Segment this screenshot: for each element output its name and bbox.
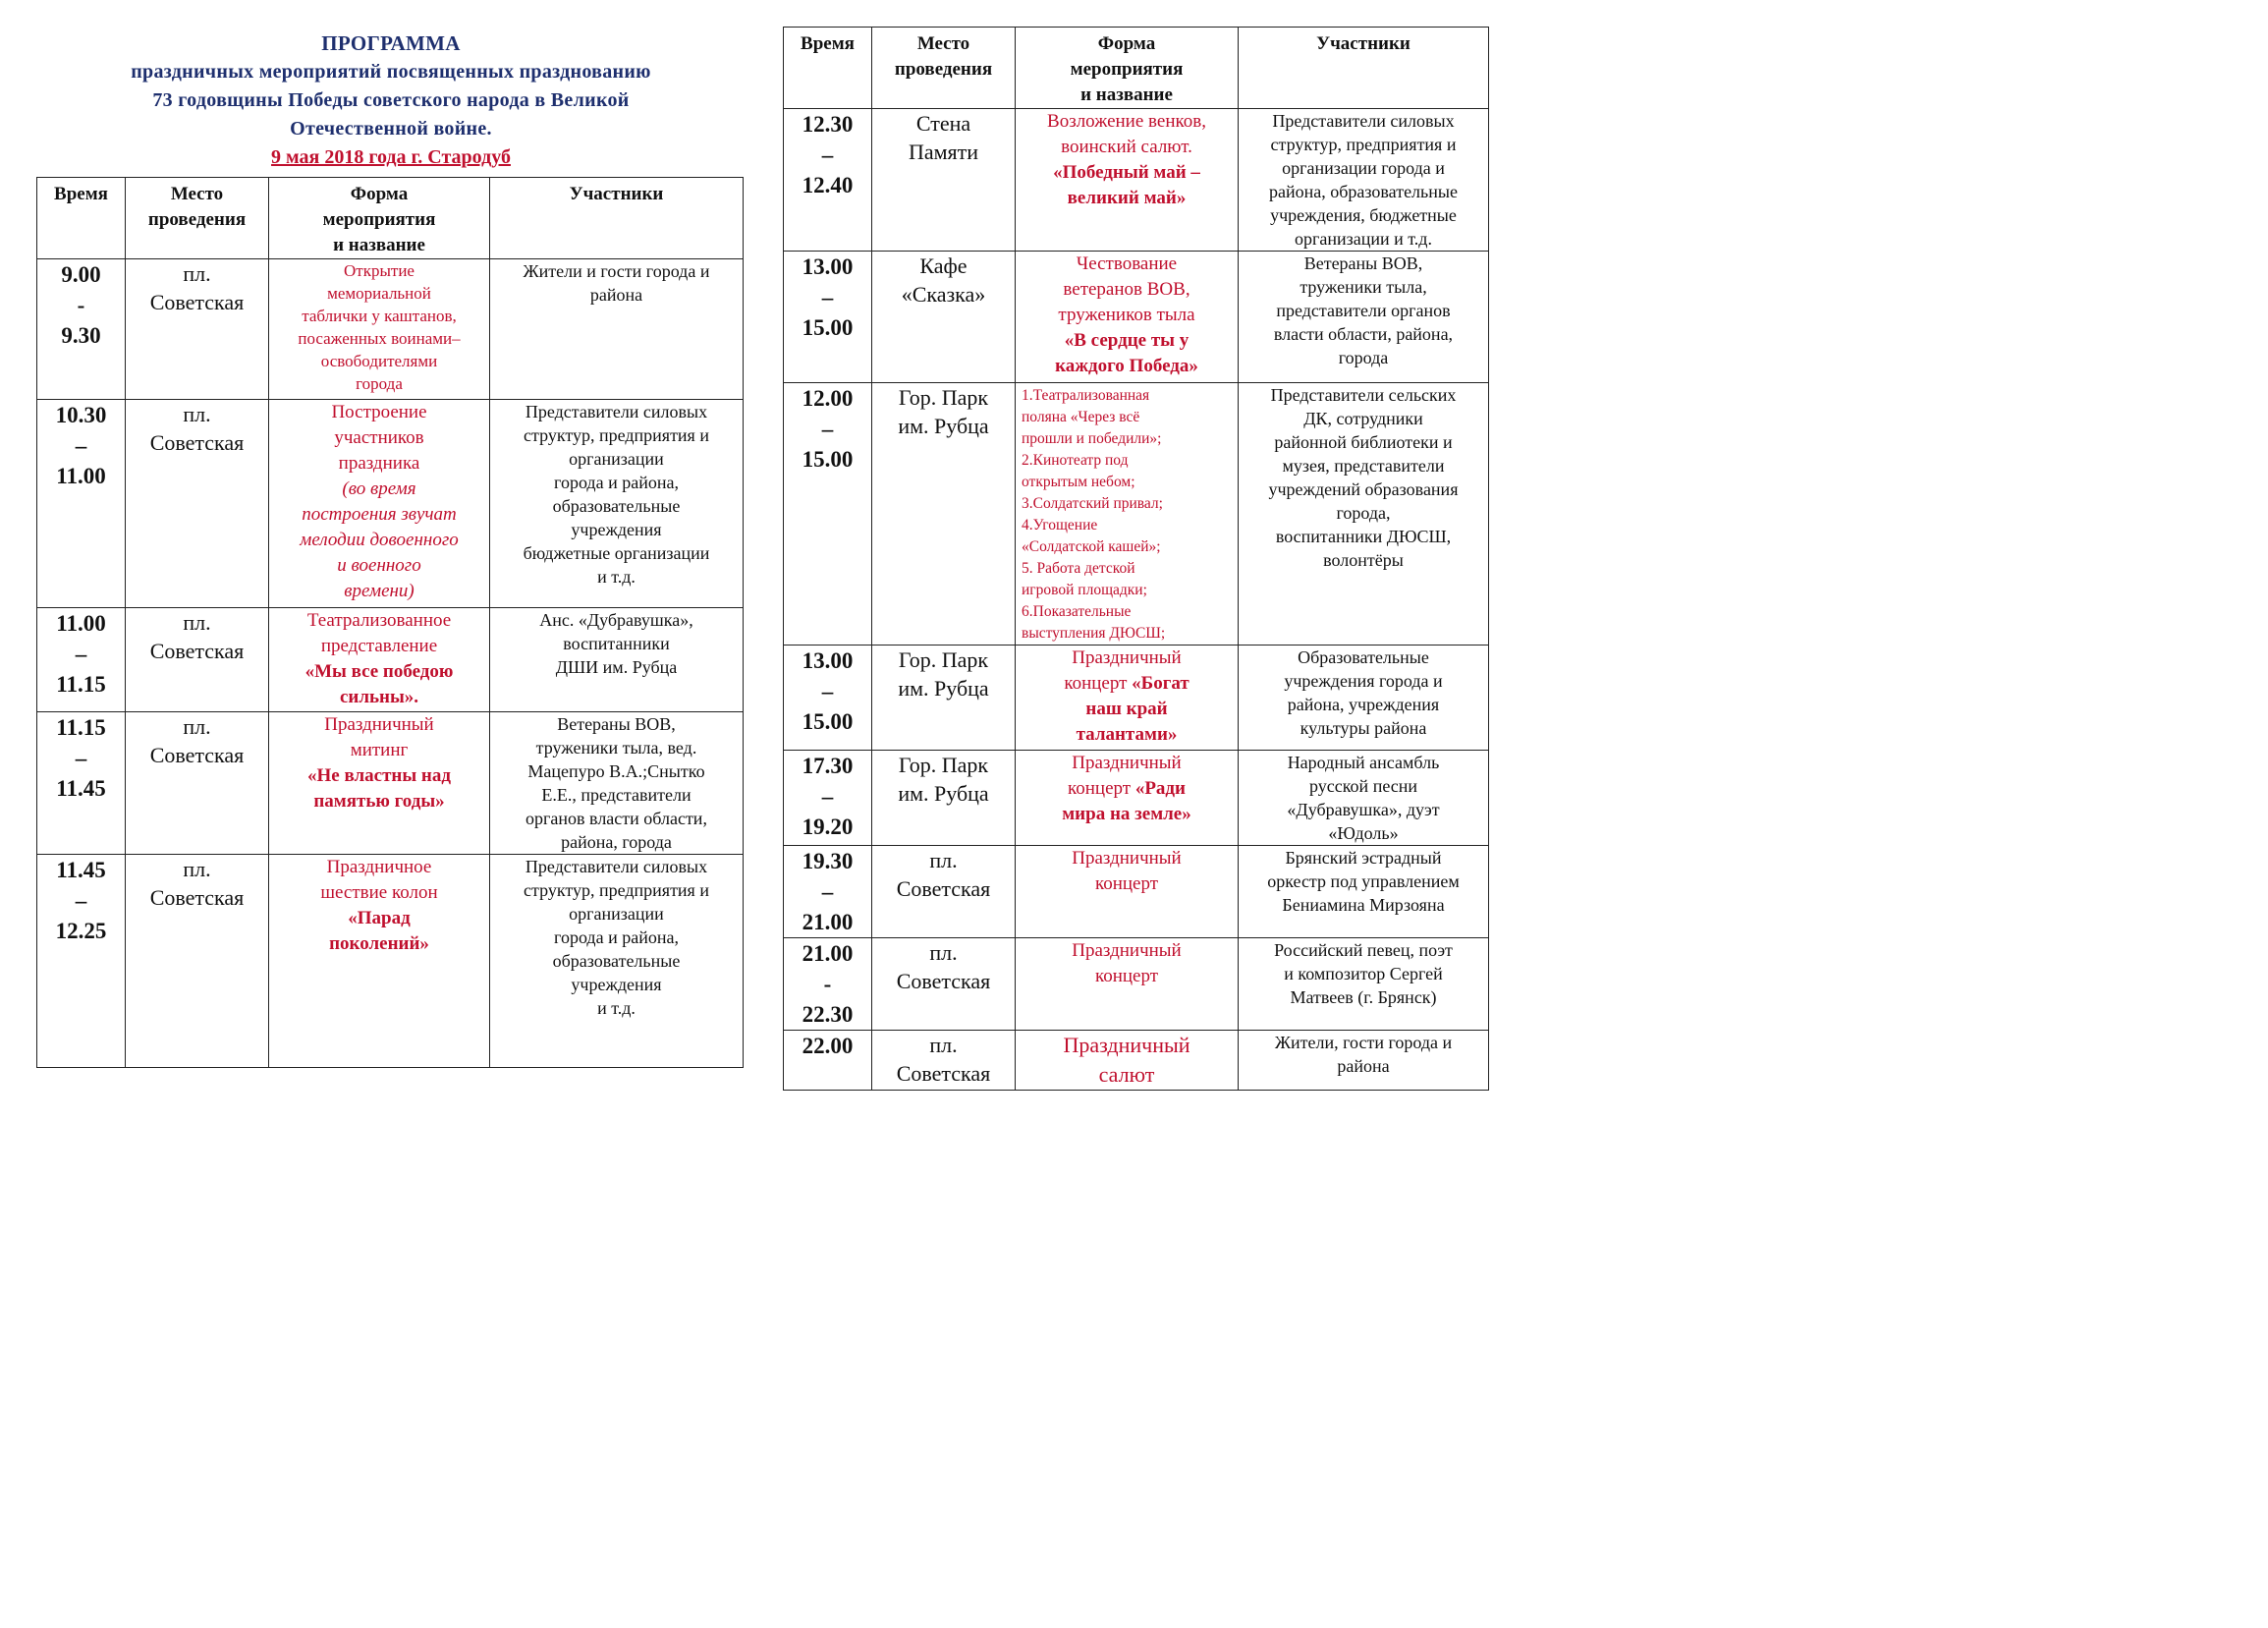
program-subtitle-line-3: Отечественной войне. — [290, 118, 492, 140]
cell-line: «Сказка» — [901, 282, 986, 307]
cell-line: ветеранов ВОВ, — [1063, 279, 1190, 300]
cell-line: района, учреждения — [1287, 695, 1440, 714]
cell-line: воспитанники ДЮСШ, — [1275, 527, 1452, 546]
cell-line: Советская — [149, 430, 245, 455]
cell-line: учреждений образования — [1268, 479, 1459, 499]
cell-line: Возложение венков, — [1047, 111, 1206, 132]
cell-line: района — [1337, 1056, 1390, 1076]
cell-line: Ветераны ВОВ, — [557, 714, 676, 734]
schedule-row — [37, 608, 744, 712]
program-date-place: 9 мая 2018 года г. Стародуб — [271, 146, 511, 168]
cell-line: пл. — [183, 610, 211, 635]
cell-line: Бениамина Мирзояна — [1282, 895, 1445, 915]
event-cell — [1016, 938, 1239, 1031]
column-header-participants: Участники — [1239, 28, 1489, 109]
time-cell — [37, 400, 126, 608]
participants-cell — [1239, 938, 1489, 1031]
cell-line: 9.00 — [61, 262, 101, 287]
cell-line: органов власти области, — [526, 809, 707, 828]
cell-line: 15.00 — [802, 315, 854, 340]
cell-line: Праздничный — [1072, 940, 1182, 961]
cell-line: пл. — [183, 402, 211, 426]
cell-line: 5. Работа детской — [1022, 560, 1135, 577]
program-title: ПРОГРАММА — [321, 31, 461, 55]
cell-line: игровой площадки; — [1022, 582, 1147, 598]
cell-line: труженики тыла, вед. — [535, 738, 697, 758]
cell-line: открытым небом; — [1022, 474, 1135, 490]
schedule-table-right — [783, 27, 1489, 1091]
time-cell — [784, 1031, 872, 1091]
cell-line: праздника — [338, 453, 420, 474]
place-cell — [872, 1031, 1016, 1091]
place-cell — [872, 751, 1016, 846]
cell-line: труженики тыла, — [1300, 277, 1427, 297]
cell-line: Советская — [149, 885, 245, 910]
cell-line: Советская — [149, 639, 245, 663]
column-header-participants: Участники — [490, 178, 744, 259]
cell-line: Праздничный — [1072, 647, 1182, 668]
cell-line: 10.30 — [55, 403, 107, 427]
cell-line: 1.Театрализованная — [1022, 387, 1150, 404]
place-cell — [872, 646, 1016, 751]
cell-line: – — [821, 417, 834, 441]
cell-line: и т.д. — [597, 998, 636, 1018]
event-cell — [1016, 383, 1239, 646]
cell-line: им. Рубца — [898, 414, 989, 438]
cell-line: 13.00 — [802, 648, 854, 673]
participants-cell — [490, 712, 744, 855]
participants-cell — [1239, 252, 1489, 383]
participants-cell — [490, 608, 744, 712]
time-cell — [37, 855, 126, 1068]
column-header-place-line: проведения — [894, 59, 993, 80]
cell-line: города и района, — [554, 927, 679, 947]
cell-line: 13.00 — [802, 254, 854, 279]
column-header-form-line: мероприятия — [322, 209, 436, 230]
cell-line: пл. — [183, 261, 211, 286]
event-cell — [269, 855, 490, 1068]
column-header-form — [1016, 28, 1239, 109]
event-cell — [1016, 1031, 1239, 1091]
cell-line: Представители силовых — [525, 402, 708, 421]
cell-line: 11.00 — [56, 464, 106, 488]
cell-line: 11.15 — [56, 715, 106, 740]
participants-cell — [1239, 846, 1489, 938]
cell-line: 17.30 — [802, 754, 854, 778]
cell-line: Чествование — [1076, 253, 1178, 274]
column-header-place-line: Место — [170, 184, 224, 204]
cell-line: музея, представители — [1282, 456, 1445, 476]
schedule-row — [784, 646, 1489, 751]
program-subtitle-line-1: праздничных мероприятий посвященных празднованию — [131, 61, 651, 83]
cell-line: района, города — [561, 832, 672, 852]
cell-line: Российский певец, поэт — [1274, 940, 1453, 960]
cell-line: воинский салют. — [1061, 137, 1192, 157]
participants-cell — [490, 259, 744, 400]
cell-line: 12.25 — [55, 919, 107, 943]
cell-line: ДК, сотрудники — [1303, 409, 1423, 428]
cell-line: памятью годы» — [313, 791, 445, 812]
cell-line: «Победный май – — [1053, 162, 1200, 183]
cell-line: «Юдоль» — [1328, 823, 1399, 843]
cell-line: Советская — [149, 290, 245, 314]
cell-line: пл. — [183, 714, 211, 739]
cell-line: 4.Угощение — [1022, 517, 1098, 533]
cell-line: 11.45 — [56, 776, 106, 801]
event-cell — [1016, 646, 1239, 751]
cell-line: Гор. Парк — [898, 753, 989, 777]
schedule-row — [37, 712, 744, 855]
cell-line: образовательные — [552, 496, 681, 516]
cell-line: районной библиотеки и — [1274, 432, 1453, 452]
cell-line: Открытие — [344, 261, 415, 280]
cell-line: ДШИ им. Рубца — [555, 657, 678, 677]
cell-line: района — [589, 285, 643, 305]
cell-line: организации и т.д. — [1295, 229, 1432, 249]
cell-line: Кафе — [919, 253, 968, 278]
cell-text: концерт — [1067, 778, 1135, 799]
cell-line: 6.Показательные — [1022, 603, 1132, 620]
cell-line: бюджетные организации — [523, 543, 710, 563]
participants-cell — [1239, 646, 1489, 751]
cell-line: таблички у каштанов, — [302, 307, 457, 325]
cell-line: 9.30 — [61, 323, 101, 348]
time-cell — [37, 608, 126, 712]
place-cell — [126, 608, 269, 712]
cell-line: пл. — [929, 848, 958, 872]
place-cell — [872, 846, 1016, 938]
place-cell — [126, 712, 269, 855]
cell-line: наш край — [1085, 699, 1168, 719]
cell-line: мира на земле» — [1062, 804, 1191, 824]
schedule-table-left — [36, 177, 744, 1068]
cell-line: Матвеев (г. Брянск) — [1290, 987, 1437, 1007]
cell-line: Гор. Парк — [898, 385, 989, 410]
column-header-time: Время — [784, 28, 872, 109]
cell-line: 22.00 — [802, 1034, 854, 1058]
cell-line: Мацепуро В.А.;Снытко — [527, 761, 705, 781]
cell-line: Гор. Парк — [898, 647, 989, 672]
event-cell — [269, 608, 490, 712]
cell-line: 15.00 — [802, 447, 854, 472]
place-cell — [872, 109, 1016, 252]
cell-line: 19.20 — [802, 814, 854, 839]
cell-line: Театрализованное — [306, 610, 452, 631]
cell-line: 19.30 — [802, 849, 854, 873]
cell-line: 3.Солдатский привал; — [1022, 495, 1163, 512]
cell-line: учреждения города и — [1284, 671, 1443, 691]
cell-line: Праздничный — [1072, 753, 1182, 773]
column-header-form — [269, 178, 490, 259]
cell-line: времени) — [344, 581, 415, 601]
cell-line: Стена — [915, 111, 971, 136]
cell-line: Праздничный — [1063, 1033, 1190, 1057]
cell-line: оркестр под управлением — [1267, 871, 1460, 891]
cell-line: Брянский эстрадный — [1285, 848, 1442, 868]
cell-line: – — [75, 433, 87, 458]
cell-line: Советская — [896, 1061, 991, 1086]
cell-line: и военного — [337, 555, 421, 576]
schedule-row — [37, 855, 744, 1068]
cell-line: митинг — [350, 740, 409, 760]
column-header-form-line: Форма — [1097, 33, 1156, 54]
cell-line: волонтёры — [1323, 550, 1404, 570]
cell-line: Образовательные — [1298, 647, 1429, 667]
cell-line: Жители, гости города и — [1274, 1033, 1453, 1052]
cell-line: структур, предприятия и — [524, 880, 709, 900]
cell-line: концерт — [1094, 966, 1159, 986]
cell-line: власти области, района, — [1273, 324, 1454, 344]
place-cell — [126, 400, 269, 608]
place-cell — [126, 259, 269, 400]
cell-line: «В сердце ты у — [1064, 330, 1189, 351]
cell-line: учреждения — [571, 520, 662, 539]
cell-line: мелодии довоенного — [300, 530, 459, 550]
cell-line: сильны». — [339, 687, 419, 707]
cell-line: - — [823, 972, 832, 996]
cell-line: представители органов — [1276, 301, 1451, 320]
place-cell — [872, 383, 1016, 646]
cell-line: пл. — [929, 940, 958, 965]
time-cell — [37, 259, 126, 400]
cell-line: 11.15 — [56, 672, 106, 697]
schedule-row — [784, 938, 1489, 1031]
schedule-row — [784, 383, 1489, 646]
cell-line: – — [75, 642, 87, 666]
cell-line: (во время — [342, 478, 416, 499]
cell-line: посаженных воинами– — [298, 329, 461, 348]
cell-line: города и района, — [554, 473, 679, 492]
participants-cell — [1239, 109, 1489, 252]
place-cell — [872, 938, 1016, 1031]
cell-line: концерт — [1094, 873, 1159, 894]
cell-line: Советская — [896, 969, 991, 993]
cell-line: Праздничное — [326, 857, 432, 877]
time-cell — [784, 109, 872, 252]
cell-line: Народный ансамбль — [1287, 753, 1440, 772]
cell-line: Советская — [896, 876, 991, 901]
cell-line: города — [356, 374, 403, 393]
cell-line: Праздничный — [1072, 848, 1182, 869]
place-cell — [872, 252, 1016, 383]
cell-line — [1016, 671, 1238, 697]
cell-line: Жители и гости города и — [523, 261, 710, 281]
cell-line: Представители сельских — [1270, 385, 1457, 405]
cell-line: 21.00 — [802, 910, 854, 934]
event-cell — [1016, 109, 1239, 252]
cell-line: участников — [334, 427, 424, 448]
column-header-form-line: и название — [1080, 84, 1173, 105]
cell-line: – — [821, 879, 834, 904]
cell-line: образовательные — [552, 951, 681, 971]
cell-line: 12.30 — [802, 112, 854, 137]
table-header-row — [37, 178, 744, 259]
cell-line: русской песни — [1308, 776, 1418, 796]
cell-line: поколений» — [329, 933, 429, 954]
time-cell — [784, 846, 872, 938]
cell-line: Представители силовых — [525, 857, 708, 876]
cell-line: Праздничный — [324, 714, 434, 735]
cell-line: воспитанники — [563, 634, 670, 653]
cell-line: салют — [1098, 1062, 1155, 1087]
cell-line: города, — [1336, 503, 1391, 523]
cell-line: района, образовательные — [1269, 182, 1458, 201]
cell-line: организации — [569, 449, 664, 469]
event-cell — [1016, 252, 1239, 383]
place-cell — [126, 855, 269, 1068]
cell-line: им. Рубца — [898, 781, 989, 806]
schedule-row — [784, 252, 1489, 383]
cell-line: учреждения — [571, 975, 662, 994]
cell-line: построения звучат — [302, 504, 457, 525]
cell-line: пл. — [929, 1033, 958, 1057]
cell-line: им. Рубца — [898, 676, 989, 701]
time-cell — [784, 938, 872, 1031]
schedule-row — [784, 751, 1489, 846]
cell-line: учреждения, бюджетные — [1270, 205, 1457, 225]
cell-line: «Дубравушка», дуэт — [1287, 800, 1440, 819]
cell-line: – — [75, 746, 87, 770]
column-header-form-line: мероприятия — [1070, 59, 1184, 80]
cell-line: поляна «Через всё — [1022, 409, 1140, 425]
cell-line: организации — [569, 904, 664, 924]
event-cell — [269, 259, 490, 400]
cell-line: культуры района — [1300, 718, 1427, 738]
time-cell — [784, 252, 872, 383]
cell-line: 11.00 — [56, 611, 106, 636]
cell-line: представление — [320, 636, 438, 656]
cell-line: Анс. «Дубравушка», — [539, 610, 693, 630]
cell-line: Построение — [331, 402, 427, 422]
cell-line: Советская — [149, 743, 245, 767]
cell-line: «Солдатской кашей»; — [1022, 538, 1161, 555]
cell-line: – — [821, 679, 834, 703]
cell-line: – — [821, 142, 834, 167]
cell-line: выступления ДЮСШ; — [1022, 625, 1166, 642]
cell-line: 15.00 — [802, 709, 854, 734]
cell-text-bold: «Ради — [1134, 778, 1186, 799]
column-header-place — [126, 178, 269, 259]
cell-line: 22.30 — [802, 1002, 854, 1027]
cell-line: «Парад — [348, 908, 411, 928]
schedule-row — [37, 400, 744, 608]
event-cell — [1016, 751, 1239, 846]
schedule-row — [784, 109, 1489, 252]
cell-line: 11.45 — [56, 858, 106, 882]
cell-line: и композитор Сергей — [1284, 964, 1443, 983]
column-header-place — [872, 28, 1016, 109]
event-cell — [1016, 846, 1239, 938]
cell-line: 21.00 — [802, 941, 854, 966]
participants-cell — [490, 400, 744, 608]
cell-line: - — [77, 293, 85, 317]
cell-line: шествие колон — [320, 882, 438, 903]
cell-line: Представители силовых — [1272, 111, 1455, 131]
cell-text-bold: «Богат — [1132, 673, 1189, 694]
schedule-row — [37, 259, 744, 400]
cell-line: – — [821, 784, 834, 809]
cell-line: талантами» — [1076, 724, 1178, 745]
cell-line: организации города и — [1282, 158, 1445, 178]
cell-line: города — [1338, 348, 1389, 367]
schedule-row — [784, 1031, 1489, 1091]
cell-line: – — [75, 888, 87, 913]
column-header-form-line: и название — [333, 235, 425, 255]
program-subtitle-line-2: 73 годовщины Победы советского народа в Великой — [152, 89, 630, 111]
cell-line: 2.Кинотеатр под — [1022, 452, 1129, 469]
time-cell — [784, 751, 872, 846]
column-header-place-line: Место — [916, 33, 970, 54]
cell-line: каждого Победа» — [1055, 356, 1198, 376]
participants-cell — [490, 855, 744, 1068]
time-cell — [784, 646, 872, 751]
participants-cell — [1239, 1031, 1489, 1091]
cell-line: прошли и победили»; — [1022, 430, 1162, 447]
participants-cell — [1239, 751, 1489, 846]
column-header-time: Время — [37, 178, 126, 259]
cell-line: Е.Е., представители — [541, 785, 691, 805]
cell-line — [1016, 776, 1238, 802]
cell-line: великий май» — [1067, 188, 1187, 208]
cell-line: структур, предприятия и — [1270, 135, 1457, 154]
schedule-row — [784, 846, 1489, 938]
cell-line: 12.00 — [802, 386, 854, 411]
cell-line: тружеников тыла — [1058, 305, 1195, 325]
cell-text: концерт — [1064, 673, 1133, 694]
cell-line: Ветераны ВОВ, — [1303, 253, 1423, 273]
cell-line: – — [821, 285, 834, 309]
cell-line: освободителями — [320, 352, 438, 370]
cell-line: Памяти — [908, 140, 979, 164]
cell-line: «Не властны над — [307, 765, 451, 786]
time-cell — [37, 712, 126, 855]
column-header-place-line: проведения — [147, 209, 247, 230]
event-cell — [269, 400, 490, 608]
table-header-row — [784, 28, 1489, 109]
program-header — [39, 29, 743, 171]
column-header-form-line: Форма — [350, 184, 409, 204]
cell-line: пл. — [183, 857, 211, 881]
cell-line: «Мы все победою — [304, 661, 454, 682]
cell-line: структур, предприятия и — [524, 425, 709, 445]
cell-line: и т.д. — [597, 567, 636, 587]
cell-line: 12.40 — [802, 173, 854, 197]
cell-line: мемориальной — [327, 284, 431, 303]
time-cell — [784, 383, 872, 646]
participants-cell — [1239, 383, 1489, 646]
event-cell — [269, 712, 490, 855]
